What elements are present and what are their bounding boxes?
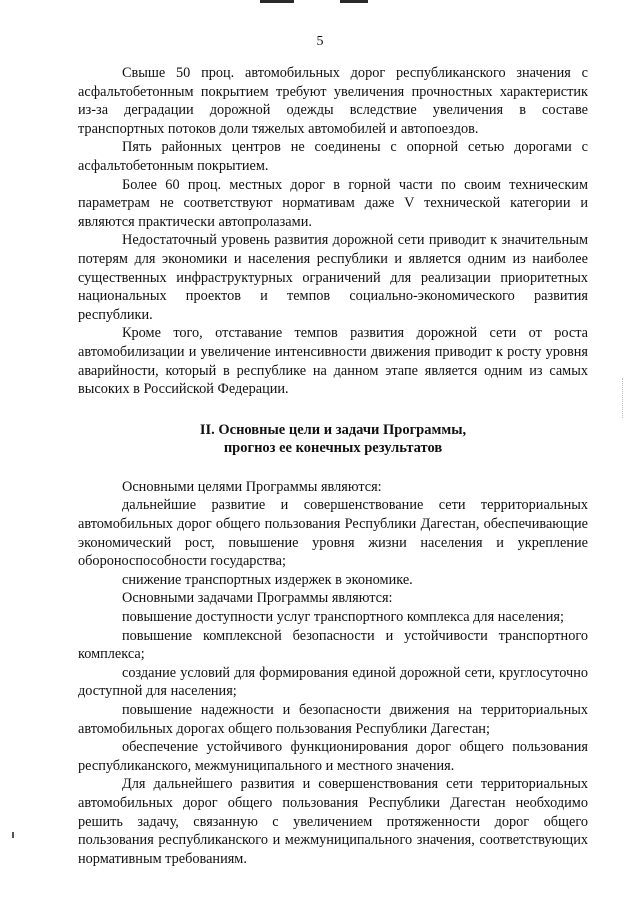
scan-corner-artifact [12,832,14,838]
page-number: 5 [316,34,324,49]
paragraph: Основными задачами Программы являются: [122,590,393,607]
paragraph: Более 60 проц. местных дорог в горной части по своим техническим параметрам не соответствуют нормативам даже V технической категории и являются практически автопролазами. [78,176,588,230]
paragraph: Основными целями Программы являются: [122,478,382,495]
scan-edge-artifact [622,378,627,418]
paragraph: Пять районных центров не соединены с опорной сетью дорогами с асфальтобетонным покрытием. [78,139,588,174]
list-item: дальнейшие развитие и совершенствование сети территориальных автомобильных дорог общего пользования Республики Дагестан, обеспечивающие экономический рост, повышение уровня жизни населения и укрепление обороноспособности государства; [78,497,588,570]
list-item: повышение доступности услуг транспортного комплекса для населения; [122,609,564,626]
section-heading-line-1: II. Основные цели и задачи Программы, [199,421,467,438]
paragraph: Недостаточный уровень развития дорожной сети приводит к значительным потерям для экономики и населения республики и является одним из наиболее существенных инфраструктурных ограничений для реализации приоритетных национальных проектов и темпов социально-экономического развития республики. [78,232,588,323]
list-item: повышение надежности и безопасности движения на территориальных автомобильных дорогах общего пользования Республики Дагестан; [78,702,588,737]
paragraph: Свыше 50 проц. автомобильных дорог республиканского значения с асфальтобетонным покрытием требуют увеличения прочностных характеристик из-за деградации дорожной одежды вследствие увеличения в составе транспортных потоков доли тяжелых автомобилей и автопоездов. [78,65,588,137]
section-heading [78,421,588,458]
paragraph: Кроме того, отставание темпов развития дорожной сети от роста автомобилизации и увеличение интенсивности движения приводит к росту уровня аварийности, который в республике на данном этапе является одним из самых высоких в Российской Федерации. [78,325,588,398]
scan-artifact-mark [340,0,368,3]
list-item: обеспечение устойчивого функционирования дорог общего пользования республиканского, межмуниципального и местного значения. [78,739,588,774]
document-body [78,64,588,868]
list-item: повышение комплексной безопасности и устойчивости транспортного комплекса; [78,627,588,663]
section-heading-line-2: прогноз ее конечных результатов [223,440,443,457]
paragraph: Для дальнейшего развития и совершенствования сети территориальных автомобильных дорог общего пользования Республики Дагестан необходимо решить задачу, связанную с увеличением протяженности дорог общего пользования республиканского и межмуниципального значения, соответствующих нормативным требованиям. [78,776,588,867]
list-item: снижение транспортных издержек в экономике. [122,571,413,588]
list-item: создание условий для формирования единой дорожной сети, круглосуточно доступной для населения; [78,664,588,700]
scan-artifact-mark [260,0,294,3]
